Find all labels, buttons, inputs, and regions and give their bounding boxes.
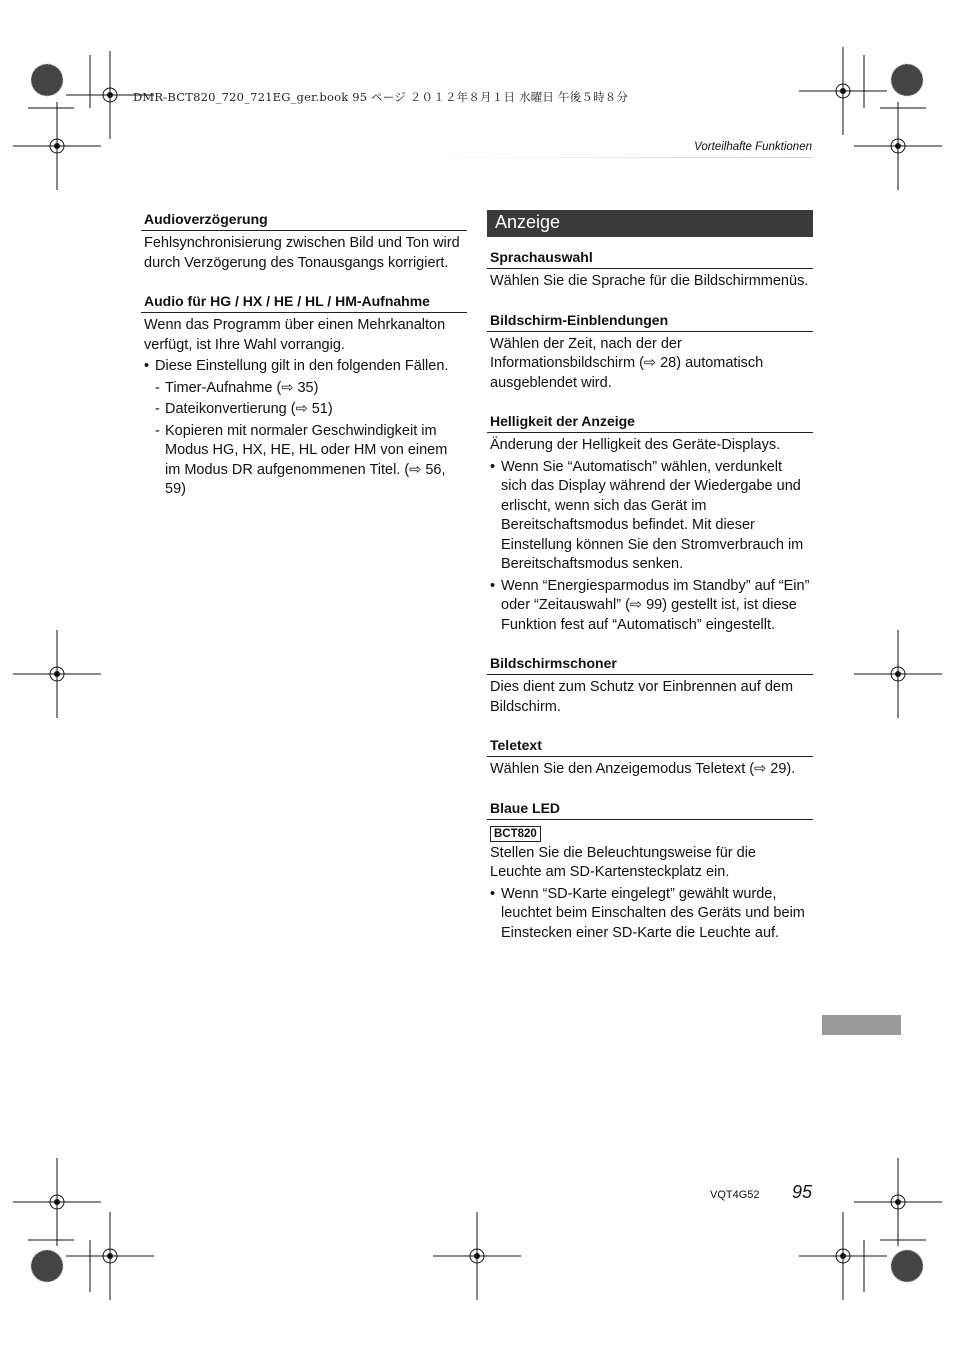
setting-title: Teletext — [487, 737, 813, 757]
setting-title: Bildschirmschoner — [487, 655, 813, 675]
setting-description: Wählen der Zeit, nach der der Informationsbildschirm (⇨ 28) automatisch ausgeblendet wird. — [490, 335, 764, 391]
setting-audioverzoegerung — [141, 211, 467, 273]
setting-title: Audioverzögerung — [141, 211, 467, 231]
setting-helligkeit — [487, 413, 813, 635]
bullet-point: • Wenn Sie “Automatisch” wählen, verdunkelt sich das Display während der Wiedergabe und erlischt, wenn sich das Gerät im Bereitschaftsmodus befindet. Mit dieser Einstellung können Sie den Stromverbrauch im Bereitschaftsmodus senken. — [490, 458, 810, 575]
bullet-point: • Wenn “SD-Karte eingelegt” gewählt wurde, leuchtet beim Einschalten des Geräts und beim Einstecken einer SD-Karte die Leuchte auf. — [490, 885, 810, 944]
dash-item: - Kopieren mit normaler Geschwindigkeit im Modus HG, HX, HE, HL oder HM von einem im Modus DR aufgenommenen Titel. (⇨ 56, 59) — [144, 422, 464, 500]
setting-blaue-led — [487, 800, 813, 944]
setting-sprachauswahl — [487, 249, 813, 292]
dash-item: - Timer-Aufnahme (⇨ 35) — [144, 379, 464, 399]
setting-description: Wenn das Programm über einen Mehrkanalton verfügt, ist Ihre Wahl vorrangig. — [144, 317, 446, 353]
setting-description: Dies dient zum Schutz vor Einbrennen auf dem Bildschirm. — [490, 679, 794, 715]
setting-title: Bildschirm-Einblendungen — [487, 312, 813, 332]
right-column — [487, 210, 813, 963]
document-code: VQT4G52 — [710, 1189, 760, 1201]
model-badge: BCT820 — [490, 826, 541, 842]
setting-description: Fehlsynchronisierung zwischen Bild und Ton wird durch Verzögerung des Tonausgangs korrigiert. — [144, 235, 460, 271]
left-column — [141, 211, 467, 520]
setting-description: Stellen Sie die Beleuchtungsweise für die Leuchte am SD-Kartensteckplatz ein. — [490, 844, 756, 880]
setting-description: Wählen Sie die Sprache für die Bildschirmmenüs. — [490, 273, 809, 289]
header-divider — [430, 157, 813, 158]
setting-title: Audio für HG / HX / HE / HL / HM-Aufnahme — [141, 293, 467, 313]
chapter-tab-marker — [822, 1015, 901, 1035]
setting-bildschirmschoner — [487, 655, 813, 717]
bullet-point: • Wenn “Energiesparmodus im Standby” auf “Ein” oder “Zeitauswahl” (⇨ 99) gestellt ist, ist diese Funktion fest auf “Automatisch” eingestellt. — [490, 577, 810, 636]
running-head: Vorteilhafte Funktionen — [694, 141, 812, 153]
setting-description: Wählen Sie den Anzeigemodus Teletext (⇨ 29). — [490, 761, 796, 777]
setting-bildschirm-einblendungen — [487, 312, 813, 394]
setting-title: Helligkeit der Anzeige — [487, 413, 813, 433]
dash-item: - Dateikonvertierung (⇨ 51) — [144, 400, 464, 420]
setting-audio-hg-aufnahme — [141, 293, 467, 500]
section-title: Anzeige — [487, 210, 813, 237]
setting-title: Blaue LED — [487, 800, 813, 820]
setting-title: Sprachauswahl — [487, 249, 813, 269]
setting-teletext — [487, 737, 813, 780]
setting-description: Änderung der Helligkeit des Geräte-Displays. — [490, 437, 781, 453]
printer-info-line: DMR-BCT820_720_721EG_ger.book 95 ページ ２０１２年８月１日 水曜日 午後５時８分 — [133, 90, 629, 104]
page-number: 95 — [792, 1182, 813, 1202]
bullet-point: • Diese Einstellung gilt in den folgenden Fällen. — [144, 357, 464, 377]
